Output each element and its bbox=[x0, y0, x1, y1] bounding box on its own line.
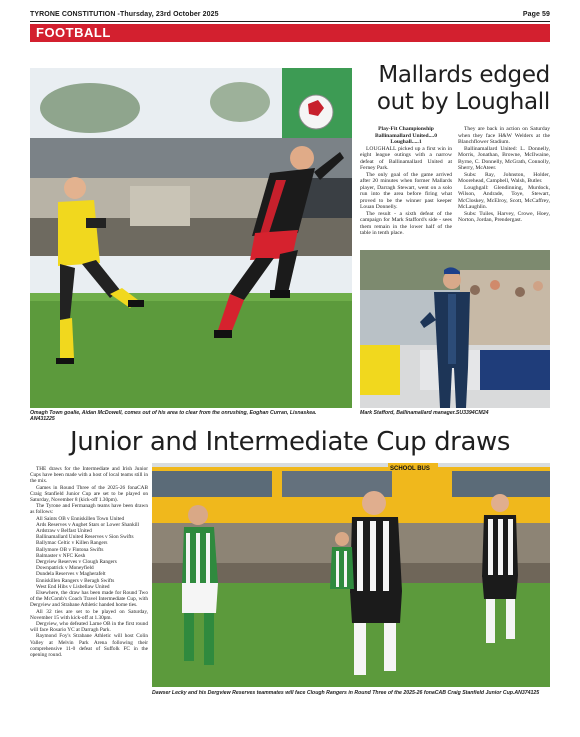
main-photo-art bbox=[30, 68, 352, 408]
fixture-item: All Saints OB v Enniskillen Town United bbox=[36, 515, 125, 522]
header-page-number: Page 59 bbox=[522, 11, 550, 18]
main-photo bbox=[30, 68, 352, 408]
story1-paragraph: The result - a sixth defeat of the campaign for Mark Stafford's side - sees them remain in the lower half of the table in tenth place. bbox=[360, 210, 452, 236]
section-label: FOOTBALL bbox=[36, 25, 111, 40]
bus-sign: SCHOOL BUS bbox=[390, 466, 430, 472]
manager-photo-art bbox=[360, 250, 550, 408]
story2-paragraph: THE draws for the Intermediate and Irish Junior Cups have been made with a host of local teams still in the mix. bbox=[30, 466, 148, 485]
story1-lead-line2: Ballinamallard United....0 bbox=[374, 132, 437, 139]
header-publication: TYRONE CONSTITUTION -Thursday, 23rd October 2025 bbox=[30, 11, 219, 18]
story2-paragraph: Elsewhere, the draw has been made for Round Two of the McComb's Coach Travel Intermediate Cup, with Dergview and Strabane Athletic handed home ties. bbox=[30, 590, 148, 609]
fixture-item: Ballymore OB v Fintona Swifts bbox=[36, 546, 104, 553]
story2-column bbox=[30, 466, 148, 658]
section-banner bbox=[30, 24, 550, 42]
story2-paragraph: All 32 ties are set to be played on Saturday, November 15 with kick-off at 1.30pm. bbox=[30, 608, 148, 621]
story1-headline bbox=[360, 62, 550, 116]
story1-lead-line3: Loughall.....1 bbox=[390, 139, 422, 145]
fixture-item: Balmaster v NFC Kesh bbox=[36, 552, 86, 559]
story1-column-1 bbox=[360, 126, 452, 237]
fixture-item: Dundela Reserves v Magherafelt bbox=[36, 571, 106, 578]
story1-column-2 bbox=[458, 126, 550, 224]
fixture-item: Downpatrick v Moneyfield bbox=[36, 565, 94, 572]
story1-paragraph: The only goal of the game arrived after 20 minutes when former Mallards player, Darragh Stewart, went on a solo run into the area before firing what proved to be the winner past keeper Louan Donnelly. bbox=[360, 171, 452, 210]
story1-paragraph: Loughgall: Glendinning, Murdock, Wilson, Andrade, Toye, Stewart, McCloskey, McElroy, Scott, McCaffrey, McLaughlin. bbox=[458, 184, 550, 210]
manager-photo-caption: Mark Stafford, Ballinamallard manager.SU3394CM24 bbox=[360, 410, 489, 416]
fixture-item: Dergview Reserves v Clough Rangers bbox=[36, 559, 117, 566]
fixture-item: Enniskillen Rangers v Beragh Swifts bbox=[36, 577, 115, 584]
story2-paragraph: Games in Round Three of the 2025-26 fonaCAB Craig Stanfield Junior Cup are set to be played on Saturday, November 8 (kick-off 1.30pm). bbox=[30, 484, 148, 504]
story2-paragraph: Dergview, who defeated Larne OB in the first round will face Rosario YC at Darragh Park. bbox=[30, 621, 148, 634]
fixture-item: Ardstraw v Belfast United bbox=[36, 528, 92, 535]
fixture-item: Ards Reserves v Aughet Stars or Lower Shankill bbox=[36, 521, 140, 528]
header-rule bbox=[30, 21, 550, 22]
story2-paragraph: The Tyrone and Fermanagh teams have been drawn as follows: bbox=[30, 503, 148, 516]
story1-paragraph: Ballinamallard United: L. Donnelly, Morris, Jonathan, Browne, McIlwaine, Byrne, C. Donnelly, McGrath, Connolly, Sherry, McAteer. bbox=[458, 145, 550, 171]
fixture-item: Ballymac Celtic v Killen Rangers bbox=[36, 540, 108, 547]
cup-photo-art bbox=[152, 463, 550, 687]
main-photo-caption: Omagh Town goalie, Aidan McDowell, comes out of his area to clear from the onrushing, Eoghan Curran, Lisnaskea. AN431225 bbox=[30, 410, 317, 423]
manager-photo bbox=[360, 250, 550, 408]
story2-paragraph: Raymond Foy's Strabane Athletic will host Colin Valley at Melvin Park Arena following their comprehensive 11-0 defeat of Suffolk FC in the opening round. bbox=[30, 633, 148, 659]
fixture-item: Ballinamallard United Reserves v Sion Swifts bbox=[36, 534, 134, 541]
story1-headline-line1: Mallards edged bbox=[378, 62, 550, 88]
cup-photo bbox=[152, 463, 550, 687]
story1-paragraph: They are back in action on Saturday when they face H&W Welders at the Blanchflower Stadium. bbox=[458, 126, 550, 145]
story1-lead-line1: Play-Fit Championship bbox=[378, 126, 434, 132]
page-header bbox=[30, 8, 550, 22]
fixture-item: West End Hibs v Lisbellaw United bbox=[36, 583, 110, 590]
story1-paragraph: Subs: Tuiles, Harvey, Crowe, Hoey, Norton, Jordan, Prendergast. bbox=[458, 210, 550, 223]
story1-paragraph: LOUGHALL picked up a first win in eight league outings with a narrow defeat of Ballinamallard United at Ferney Park. bbox=[360, 145, 452, 171]
story2-headline: Junior and Intermediate Cup draws bbox=[69, 427, 511, 457]
cup-photo-caption: Dawser Lecky and his Dergview Reserves teammates will face Clough Rangers in Round Three of the 2025-26 fonaCAB Craig Stanfield Junior Cup.AN374125 bbox=[152, 690, 540, 696]
story1-paragraph: Subs: Ray, Johnston, Holder, Moorehead, Campbell, Walsh, Butler. bbox=[458, 171, 550, 184]
story1-headline-line2: out by Loughall bbox=[376, 89, 550, 115]
